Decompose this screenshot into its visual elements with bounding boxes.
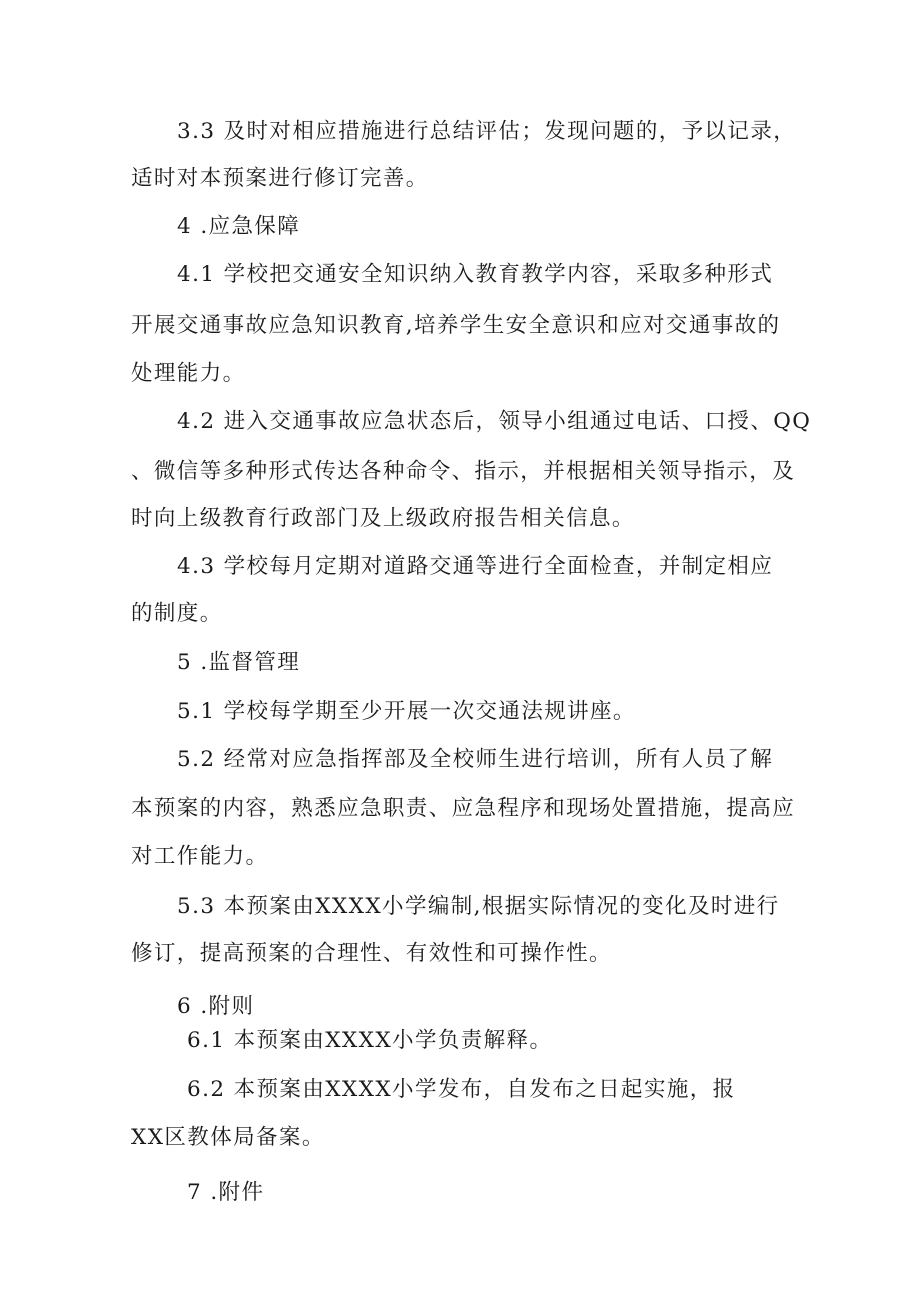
line-3-3-b: 适时对本预案进行修订完善。 — [131, 166, 429, 191]
line-4-1-c: 处理能力。 — [131, 361, 246, 386]
line-5-2-b: 本预案的内容，熟悉应急职责、应急程序和现场处置措施，提高应 — [131, 796, 796, 821]
section-heading-5: 5 .监督管理 — [177, 650, 301, 675]
line-4-2-b: 、微信等多种形式传达各种命令、指示，并根据相关领导指示，及 — [131, 459, 796, 484]
line-5-1: 5.1 学校每学期至少开展一次交通法规讲座。 — [177, 699, 636, 724]
line-3-3-a: 3.3 及时对相应措施进行总结评估；发现问题的，予以记录， — [177, 119, 797, 144]
section-heading-7: 7 .附件 — [187, 1180, 265, 1205]
line-6-1: 6.1 本预案由XXXX小学负责解释。 — [187, 1028, 553, 1053]
line-4-3-b: 的制度。 — [131, 601, 223, 626]
line-6-2-b: XX区教体局备案。 — [131, 1125, 325, 1150]
line-4-2-c: 时向上级教育行政部门及上级政府报告相关信息。 — [131, 506, 635, 531]
line-4-3-a: 4.3 学校每月定期对道路交通等进行全面检查，并制定相应 — [177, 554, 774, 579]
section-heading-6: 6 .附则 — [177, 994, 255, 1019]
line-4-2-a: 4.2 进入交通事故应急状态后，领导小组通过电话、口授、QQ — [177, 409, 812, 434]
line-5-2-c: 对工作能力。 — [131, 844, 269, 869]
line-4-1-a: 4.1 学校把交通安全知识纳入教育教学内容，采取多种形式 — [177, 262, 774, 287]
section-heading-4: 4 .应急保障 — [177, 214, 301, 239]
line-5-3-a: 5.3 本预案由XXXX小学编制,根据实际情况的变化及时进行 — [177, 894, 780, 919]
line-5-2-a: 5.2 经常对应急指挥部及全校师生进行培训，所有人员了解 — [177, 747, 774, 772]
line-5-3-b: 修订，提高预案的合理性、有效性和可操作性。 — [131, 941, 612, 966]
line-6-2-a: 6.2 本预案由XXXX小学发布，自发布之日起实施，报 — [187, 1077, 736, 1102]
line-4-1-b: 开展交通事故应急知识教育,培养学生安全意识和应对交通事故的 — [131, 313, 781, 338]
